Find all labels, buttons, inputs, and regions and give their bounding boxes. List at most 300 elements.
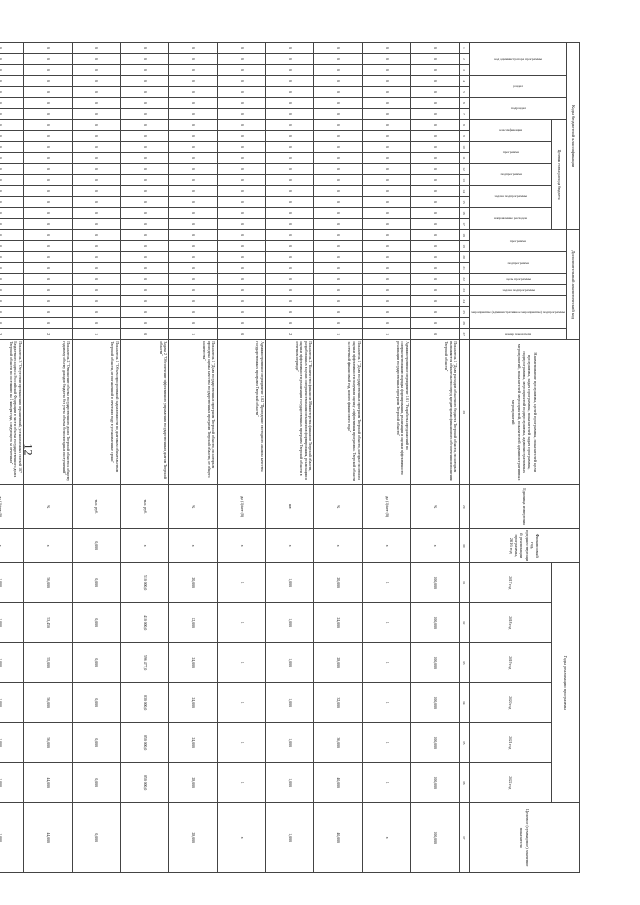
code-cell: 0: [411, 175, 459, 186]
code-cell: 0: [362, 296, 410, 307]
code-cell: 0: [169, 153, 217, 164]
code-cell: [0, 175, 24, 186]
code-cell: 0: [411, 87, 459, 98]
column-number-cell: 1: [459, 43, 469, 54]
year-value-cell: 20,000: [314, 563, 362, 603]
year-value-cell: 1: [362, 723, 410, 763]
code-cell: 0: [266, 318, 314, 329]
code-programma-header: программа: [469, 142, 551, 164]
code-cell: 0: [169, 65, 217, 76]
code-cell: 0: [72, 252, 120, 263]
column-number-cell: 36: [459, 763, 469, 803]
unit-cell: %: [24, 485, 72, 529]
code-cell: [0, 120, 24, 131]
column-number-cell: 30: [459, 529, 469, 563]
year-value-cell: 56,000: [24, 683, 72, 723]
code-cell: 0: [266, 120, 314, 131]
code-cell: 0: [169, 197, 217, 208]
code-cell: 0: [217, 109, 265, 120]
year-value-cell: 100,000: [411, 763, 459, 803]
code-cell: [0, 76, 24, 87]
code-cell: 0: [72, 175, 120, 186]
column-number-cell: 9: [459, 131, 469, 142]
code-cell: 0: [72, 76, 120, 87]
code-cell: 0: [266, 230, 314, 241]
column-number-cell: 14: [459, 186, 469, 197]
code-cell: 0: [72, 285, 120, 296]
code-cell: [0, 87, 24, 98]
year-value-cell: 24,000: [169, 723, 217, 763]
column-number-cell: 22: [459, 274, 469, 285]
year-header-2020: 2020 год: [469, 683, 551, 723]
year-value-cell: 40,000: [314, 763, 362, 803]
code-cell: 0: [217, 252, 265, 263]
code-cell: 0: [217, 54, 265, 65]
code-cell: [0, 241, 24, 252]
column-number-cell: 21: [459, 263, 469, 274]
code-cell: 0: [217, 285, 265, 296]
code-cell: 0: [266, 274, 314, 285]
code-cell: 0: [362, 54, 410, 65]
unit-cell: да (1)/нет (0): [217, 485, 265, 529]
code-cell: [0, 65, 24, 76]
code-cell: 0: [411, 329, 459, 340]
column-number-cell: 7: [459, 109, 469, 120]
code-cell: 0: [217, 153, 265, 164]
code-cell: [0, 98, 24, 109]
code-cell: 0: [411, 230, 459, 241]
unit-cell: шт.: [266, 485, 314, 529]
column-number-cell: 16: [459, 208, 469, 219]
code-cell: 0: [314, 164, 362, 175]
year-value-cell: 1: [217, 643, 265, 683]
code-cell: 0: [169, 241, 217, 252]
year-value-cell: [0, 763, 24, 803]
code-cell: 0: [24, 219, 72, 230]
code-cell: 0: [411, 142, 459, 153]
code-cel-header: цель программы: [469, 274, 566, 285]
code-cell: 0: [362, 230, 410, 241]
code-cell: 0: [24, 54, 72, 65]
code-cell: 0: [72, 307, 120, 318]
indicator-name-cell: Показатель 1 "Доля государственных программ Тверской области, по которым проведена оценка качества государственных программ Тверской области, от общего количества": [169, 340, 217, 485]
year-value-cell: 32,000: [314, 683, 362, 723]
code-cell: 0: [266, 252, 314, 263]
page-number: 12: [21, 443, 36, 456]
code-cell: 0: [72, 296, 120, 307]
column-number-cell: 26: [459, 318, 469, 329]
result-column-header: Целевое (суммарное) значение показателя: [469, 803, 579, 873]
code-cell: 0: [24, 263, 72, 274]
code-cell: 0: [120, 285, 168, 296]
table-row: [266, 43, 314, 873]
code-cell: 0: [120, 54, 168, 65]
code-cell: [0, 164, 24, 175]
unit-cell: %: [411, 485, 459, 529]
year-value-cell: 1: [217, 723, 265, 763]
code-cell: 0: [362, 186, 410, 197]
code-cell: 0: [24, 98, 72, 109]
code-cell: 0: [314, 318, 362, 329]
year-value-cell: [0, 723, 24, 763]
code-cell: 0: [169, 208, 217, 219]
column-number-cell: 17: [459, 219, 469, 230]
code-cell: 0: [169, 87, 217, 98]
code-cell: 0: [24, 186, 72, 197]
code-cell: 0: [314, 142, 362, 153]
code-cell: 0: [169, 54, 217, 65]
code-cell: 0: [24, 120, 72, 131]
code-meropr-header: мероприятие (административное мероприятие) подпрограммы: [469, 296, 566, 329]
table-row: [362, 43, 410, 873]
table-row: [314, 43, 362, 873]
column-number-cell: 13: [459, 175, 469, 186]
code-cell: 0: [120, 241, 168, 252]
document-sheet: [8, 42, 580, 872]
column-number-cell: 3: [459, 65, 469, 76]
code-cell: 0: [411, 197, 459, 208]
base-year-value-cell: х: [169, 529, 217, 563]
column-number-row: [459, 43, 469, 873]
code-cell: 0: [169, 175, 217, 186]
year-header-2022: 2022 год: [469, 763, 551, 803]
code-cell: 0: [24, 285, 72, 296]
code-cell: [0, 274, 24, 285]
code-cell: 0: [217, 164, 265, 175]
base-year-value-cell: х: [266, 529, 314, 563]
year-header-2018: 2018 год: [469, 603, 551, 643]
code-cell: [0, 208, 24, 219]
code-cell: 0: [217, 318, 265, 329]
unit-cell: %: [169, 485, 217, 529]
column-number-cell: 8: [459, 120, 469, 131]
code-cell: 0: [411, 252, 459, 263]
code-cell: 0: [362, 120, 410, 131]
code-cell: 0: [314, 120, 362, 131]
year-value-cell: 56,000: [24, 723, 72, 763]
base-year-value-cell: х: [24, 529, 72, 563]
code-cell: 0: [24, 230, 72, 241]
code-napravlenie-header: направление расходов: [469, 208, 551, 230]
table-row: [0, 43, 24, 873]
code-cell: 0: [72, 142, 120, 153]
base-year-value-cell: х: [362, 529, 410, 563]
code-cell: 0: [120, 153, 168, 164]
code-cell: 0: [72, 65, 120, 76]
code-cell: 0: [24, 318, 72, 329]
code-cell: 0: [314, 131, 362, 142]
code-cell: 0: [266, 219, 314, 230]
code-cell: 0: [314, 76, 362, 87]
code-cell: 0: [266, 241, 314, 252]
code-cell: 0: [362, 241, 410, 252]
code-cell: 0: [24, 197, 72, 208]
year-value-cell: 1: [217, 683, 265, 723]
column-number-cell: 32: [459, 603, 469, 643]
rotated-table-wrapper: [8, 42, 580, 872]
code-cell: 0: [24, 43, 72, 54]
year-value-cell: 1: [362, 563, 410, 603]
column-number-cell: 33: [459, 643, 469, 683]
year-value-cell: 28,000: [169, 763, 217, 803]
code-cell: 0: [411, 241, 459, 252]
year-value-cell: 1: [362, 643, 410, 683]
code-cell: 0: [120, 186, 168, 197]
code-cell: 0: [411, 274, 459, 285]
code-cell: 1: [314, 329, 362, 340]
year-header-2021: 2021 год: [469, 723, 551, 763]
codes-group-header: Коды бюджетной классификации: [566, 43, 579, 230]
table-row: [411, 43, 459, 873]
code-cell: 0: [217, 131, 265, 142]
code-cell: 0: [169, 296, 217, 307]
code-cell: 0: [24, 296, 72, 307]
column-number-cell: 27: [459, 329, 469, 340]
code-cell: 0: [362, 109, 410, 120]
code-cell: [0, 296, 24, 307]
code-cell: 0: [266, 65, 314, 76]
base-year-value-cell: [0, 529, 24, 563]
code-cell: 0: [72, 98, 120, 109]
year-value-cell: 44,000: [24, 763, 72, 803]
code-cell: 1: [362, 329, 410, 340]
result-value-cell: 40,000: [314, 803, 362, 873]
code-cell: [0, 131, 24, 142]
year-value-cell: 830 000,0: [120, 683, 168, 723]
code-cell: 0: [169, 219, 217, 230]
result-value-cell: х: [217, 803, 265, 873]
code-cell: 0: [411, 153, 459, 164]
year-value-cell: 100,000: [411, 563, 459, 603]
code-cell: 0: [266, 164, 314, 175]
year-value-cell: [0, 563, 24, 603]
year-value-cell: 1: [217, 563, 265, 603]
code-cell: [0, 153, 24, 164]
code-admin-header: код администратора программы: [469, 43, 566, 76]
code-cell: 0: [217, 65, 265, 76]
year-value-cell: 1: [217, 763, 265, 803]
indicator-name-cell: Задача 2 "Обеспечение эффективного управления государственным долгом Тверской области": [120, 340, 168, 485]
result-value-cell: 28,000: [169, 803, 217, 873]
code-podrazdel-header: подраздел: [469, 98, 566, 120]
code-cell: 0: [169, 109, 217, 120]
code-cell: 0: [217, 186, 265, 197]
code-cell: 0: [72, 241, 120, 252]
year-value-cell: 1: [362, 603, 410, 643]
year-header-2017: 2017 год: [469, 563, 551, 603]
code-cell: [0, 263, 24, 274]
code-cell: 0: [169, 274, 217, 285]
code-cell: 0: [314, 153, 362, 164]
code-cell: 0: [362, 98, 410, 109]
column-number-cell: 35: [459, 723, 469, 763]
code-cell: 0: [72, 208, 120, 219]
code-cell: 0: [266, 43, 314, 54]
code-cell: 0: [411, 76, 459, 87]
code-cell: 0: [24, 175, 72, 186]
code-cell: 0: [411, 98, 459, 109]
code-cell: 0: [362, 175, 410, 186]
code-cell: 0: [266, 208, 314, 219]
table-row: [72, 43, 120, 873]
code-cell: 0: [120, 43, 168, 54]
code-cell: 0: [266, 186, 314, 197]
code-cell: [0, 54, 24, 65]
code-cell: [0, 285, 24, 296]
code-cell: 0: [120, 197, 168, 208]
column-number-cell: 11: [459, 153, 469, 164]
indicator-name-cell: Административное мероприятие 1.01 "Разработка предложений по совершенствованию порядка формирования, реализации и оценки эффективности реализации государственных программ Тверской области": [362, 340, 410, 485]
code-cell: 0: [24, 76, 72, 87]
code-cell: 0: [362, 87, 410, 98]
code-cell: 0: [120, 329, 168, 340]
year-value-cell: 24,000: [169, 643, 217, 683]
code-cell: 0: [314, 219, 362, 230]
code-cell: 0: [72, 197, 120, 208]
code-cell: 0: [314, 43, 362, 54]
year-value-cell: [0, 603, 24, 643]
code-cell: 0: [266, 109, 314, 120]
code-zadacha-header: задача подпрограммы: [469, 285, 566, 296]
column-number-cell: 18: [459, 230, 469, 241]
code-cell: 0: [217, 329, 265, 340]
code-cell: 0: [266, 285, 314, 296]
base-year-value-cell: х: [411, 529, 459, 563]
code-cell: 0: [72, 164, 120, 175]
code-cell: 2: [24, 329, 72, 340]
code-cell: 0: [314, 175, 362, 186]
year-value-cell: 1: [217, 603, 265, 643]
code-cell: 0: [362, 208, 410, 219]
code-cell: 0: [411, 296, 459, 307]
table-row: [217, 43, 265, 873]
code-cell: 0: [411, 263, 459, 274]
code-cell: 0: [362, 285, 410, 296]
column-number-cell: 31: [459, 563, 469, 603]
year-value-cell: 20,000: [169, 563, 217, 603]
code-cell: 0: [314, 186, 362, 197]
table-row: [24, 43, 72, 873]
code-cell: [0, 230, 24, 241]
code-cell: 0: [314, 296, 362, 307]
code-cell: 0: [120, 76, 168, 87]
code-cell: 0: [169, 43, 217, 54]
code-cell: 0: [24, 274, 72, 285]
code-cell: 0: [24, 153, 72, 164]
code-cell: 0: [411, 318, 459, 329]
code-cell: [0, 318, 24, 329]
unit-cell: %: [314, 485, 362, 529]
code-cell: [0, 142, 24, 153]
code-cell: 0: [217, 296, 265, 307]
code-cell: 0: [24, 307, 72, 318]
year-value-cell: 0,000: [72, 563, 120, 603]
code-cell: 0: [362, 197, 410, 208]
year-value-cell: 12,000: [169, 603, 217, 643]
code-cell: 0: [314, 65, 362, 76]
column-number-cell: 5: [459, 87, 469, 98]
column-number-cell: 25: [459, 307, 469, 318]
code-cell: 0: [217, 98, 265, 109]
code-zadacha-sub-header: задача подпрограммы: [469, 186, 551, 208]
code-cell: 0: [266, 307, 314, 318]
code-nomer-header: номер показателя: [469, 329, 566, 340]
table-row: [169, 43, 217, 873]
year-value-cell: 24,000: [169, 683, 217, 723]
code-cell: 0: [411, 219, 459, 230]
code-cell: 0: [169, 318, 217, 329]
year-header-2019: 2019 год: [469, 643, 551, 683]
code-cell: 0: [314, 307, 362, 318]
code-cell: 0: [362, 252, 410, 263]
column-number-cell: 10: [459, 142, 469, 153]
code-cell: 0: [169, 76, 217, 87]
code-cell: 0: [217, 241, 265, 252]
code-cell: 0: [24, 142, 72, 153]
code-cell: 0: [120, 65, 168, 76]
code-cell: 0: [120, 263, 168, 274]
column-number-cell: 34: [459, 683, 469, 723]
code-cell: 0: [72, 274, 120, 285]
code-cell: 0: [217, 76, 265, 87]
column-number-cell: 6: [459, 98, 469, 109]
code-cell: 0: [411, 131, 459, 142]
code-cell: 0: [362, 76, 410, 87]
code-cell: 0: [24, 109, 72, 120]
column-number-cell: 24: [459, 296, 469, 307]
code-cell: 0: [362, 274, 410, 285]
year-value-cell: 100,000: [411, 643, 459, 683]
column-number-cell: 23: [459, 285, 469, 296]
code-cell: 0: [72, 109, 120, 120]
result-value-cell: 44,000: [24, 803, 72, 873]
code-cell: 0: [120, 252, 168, 263]
year-value-cell: 1,000: [266, 603, 314, 643]
year-value-cell: 0,000: [72, 683, 120, 723]
code-cell: 0: [266, 98, 314, 109]
code-cell: 0: [217, 219, 265, 230]
year-value-cell: 1,000: [266, 643, 314, 683]
code-cell: 0: [411, 186, 459, 197]
unit-cell: да (1)/нет (0): [362, 485, 410, 529]
code-cell: 0: [411, 120, 459, 131]
column-number-cell: 12: [459, 164, 469, 175]
year-value-cell: 100,000: [411, 683, 459, 723]
year-value-cell: 510 000,0: [120, 563, 168, 603]
base-year-column-header: Финансовый год, предшествующий реализации программы, 2016 год: [469, 529, 579, 563]
year-value-cell: 0,000: [72, 723, 120, 763]
code-cell: 0: [314, 285, 362, 296]
unit-cell: тыс. руб.: [72, 485, 120, 529]
code-cell: 0: [24, 252, 72, 263]
unit-cell: [0, 485, 24, 529]
code-cell: 0: [169, 98, 217, 109]
code-podprogramma-header: подпрограмма: [469, 164, 551, 186]
code-cell: 0: [217, 175, 265, 186]
unit-column-header: Единица измерения: [469, 485, 579, 529]
table-body: [0, 43, 469, 873]
code-cell: [0, 307, 24, 318]
years-group-header: Годы реализации программы: [551, 563, 579, 803]
code-cell: 0: [169, 164, 217, 175]
base-year-value-cell: х: [314, 529, 362, 563]
year-value-cell: [0, 683, 24, 723]
indicator-name-cell: Показатель 1 "Объем просроченной задолженности по долговым обязательствам Тверской области, не погашенной в отчетном году в установленные сроки": [72, 340, 120, 485]
code-cell: 0: [411, 307, 459, 318]
indicator-name-cell: Показатель 2 "Количество финансов Министерства финансов Тверской области, разработанных в целях совершенствования механизмов формирования, реализации и оценки эффективности реализации государственных программ Тверской области в отчетном периоде": [266, 340, 314, 485]
code-cell: 0: [217, 120, 265, 131]
code-cell: 0: [362, 153, 410, 164]
